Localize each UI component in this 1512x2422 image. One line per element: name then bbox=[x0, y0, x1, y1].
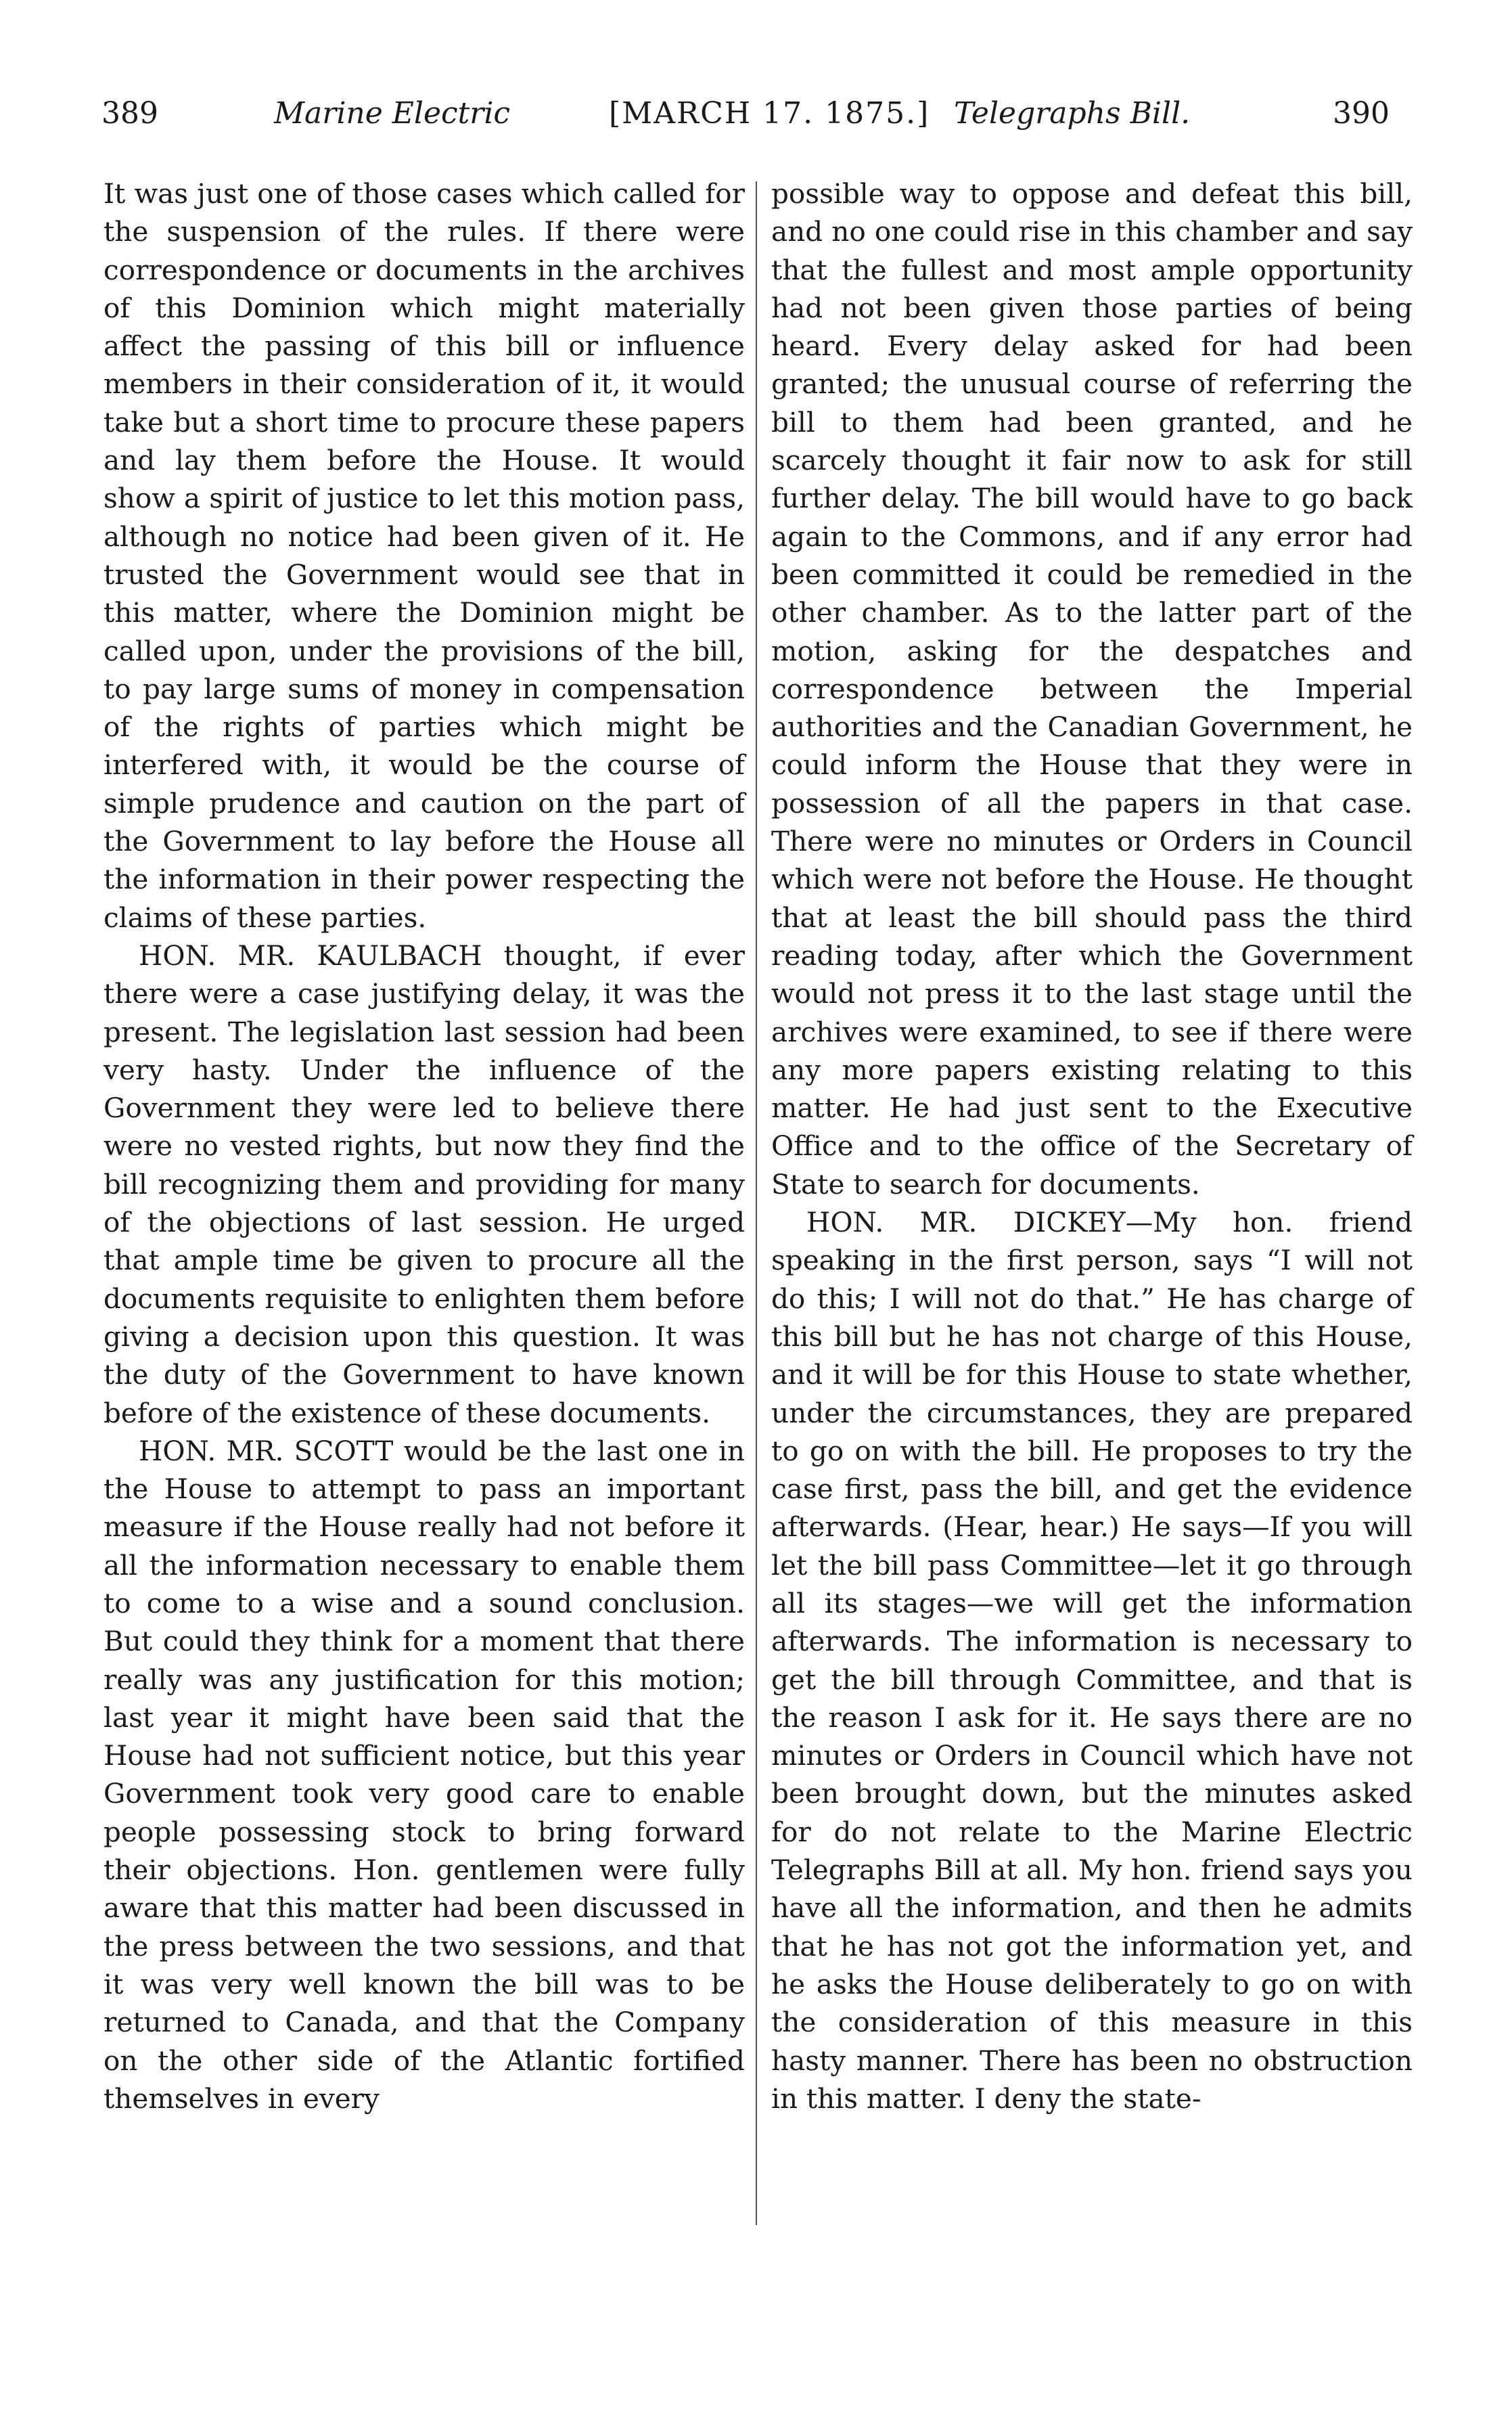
paragraph-dickey bbox=[771, 1203, 1413, 2117]
column-divider bbox=[756, 181, 757, 2225]
paragraph-continued: It was just one of those cases which called for the suspension of the rules. If there were correspondence or documents in the archives of this Dominion which might materially affect the passing of this bill or influence members in their consideration of it, it would take but a short time to procure these papers and lay them before the House. It would show a spirit of justice to let this motion pass, although no notice had been given of it. He trusted the Government would see that in this matter, where the Dominion might be called upon, under the provisions of the bill, to pay large sums of money in compensation of the rights of parties which might be interfered with, it would be the course of simple prudence and caution on the part of the Government to lay before the House all the information in their power respecting the claims of these parties. bbox=[104, 177, 745, 934]
left-running-title: Marine Electric bbox=[274, 96, 511, 131]
speaker-name: HON. MR. SCOTT bbox=[139, 1434, 394, 1467]
left-column bbox=[104, 175, 745, 2117]
paragraph-continued: possible way to oppose and defeat this bill, and no one could rise in this chamber and say that the fullest and most ample opportunity had not been given those parties of being heard. Every delay asked for had been granted; the unusual course of referring the bill to them had been granted, and he scarcely thought it fair now to ask for still further delay. The bill would have to go back again to the Commons, and if any error had been committed it could be remedied in the other chamber. As to the latter part of the motion, asking for the despatches and correspondence between the Imperial authorities and the Canadian Government, he could inform the House that they were in possession of all the papers in that case. There were no minutes or Orders in Council which were not before the House. He thought that at least the bill should pass the third reading today, after which the Government would not press it to the last stage until the archives were examined, to see if there were any more papers existing relating to this matter. He had just sent to the Executive Office and to the office of the Secretary of State to search for documents. bbox=[771, 177, 1413, 1201]
right-running-title: Telegraphs Bill. bbox=[954, 96, 1191, 131]
paragraph-kaulbach bbox=[104, 937, 745, 1432]
paragraph-text: thought, if ever there were a case justifying delay, it was the present. The legislation last session had been very hasty. Under the influence of the Government they were led to believe there were no vested rights, but now they find the bill recognizing them and providing for many of the objections of last session. He urged that ample time be given to procure all the documents requisite to enlighten them before giving a decision upon this question. It was the duty of the Government to have known before of the existence of these documents. bbox=[104, 939, 745, 1429]
right-page-number: 390 bbox=[1333, 96, 1390, 131]
paragraph-scott bbox=[104, 1432, 745, 2117]
running-header bbox=[101, 96, 1414, 143]
paragraph-text: —My hon. friend speaking in the first person, says “I will not do this; I will not do that.” He has charge of this bill but he has not charge of this House, and it will be for this House to state whether, under the circumstances, they are prepared to go on with the bill. He proposes to try the case first, pass the bill, and get the evidence afterwards. (Hear, hear.) He says—If you will let the bill pass Committee—let it go through all its stages—we will get the information afterwards. The information is necessary to get the bill through Committee, and that is the reason I ask for it. He says there are no minutes or Orders in Council which have not been brought down, but the minutes asked for do not relate to the Marine Electric Telegraphs Bill at all. My hon. friend says you have all the information, and then he admits that he has not got the information yet, and he asks the House deliberately to go on with the consideration of this measure in this hasty manner. There has been no obstruction in this matter. I deny the state- bbox=[771, 1206, 1413, 2115]
speaker-name: HON. MR. DICKEY bbox=[806, 1206, 1126, 1239]
paragraph-text: would be the last one in the House to attempt to pass an important measure if the House really had not before it all the information necessary to enable them to come to a wise and a sound conclusion. But could they think for a moment that there really was any justification for this motion; last year it might have been said that the House had not sufficient notice, but this year Government took very good care to enable people possessing stock to bring forward their objections. Hon. gentlemen were fully aware that this matter had been discussed in the press between the two sessions, and that it was very well known the bill was to be returned to Canada, and that the Company on the other side of the Atlantic fortified themselves in every bbox=[104, 1434, 746, 2115]
right-column bbox=[771, 175, 1413, 2117]
speaker-name: HON. MR. KAULBACH bbox=[139, 939, 482, 972]
header-date: [MARCH 17. 1875.] bbox=[609, 96, 930, 131]
left-page-number: 389 bbox=[101, 96, 158, 131]
